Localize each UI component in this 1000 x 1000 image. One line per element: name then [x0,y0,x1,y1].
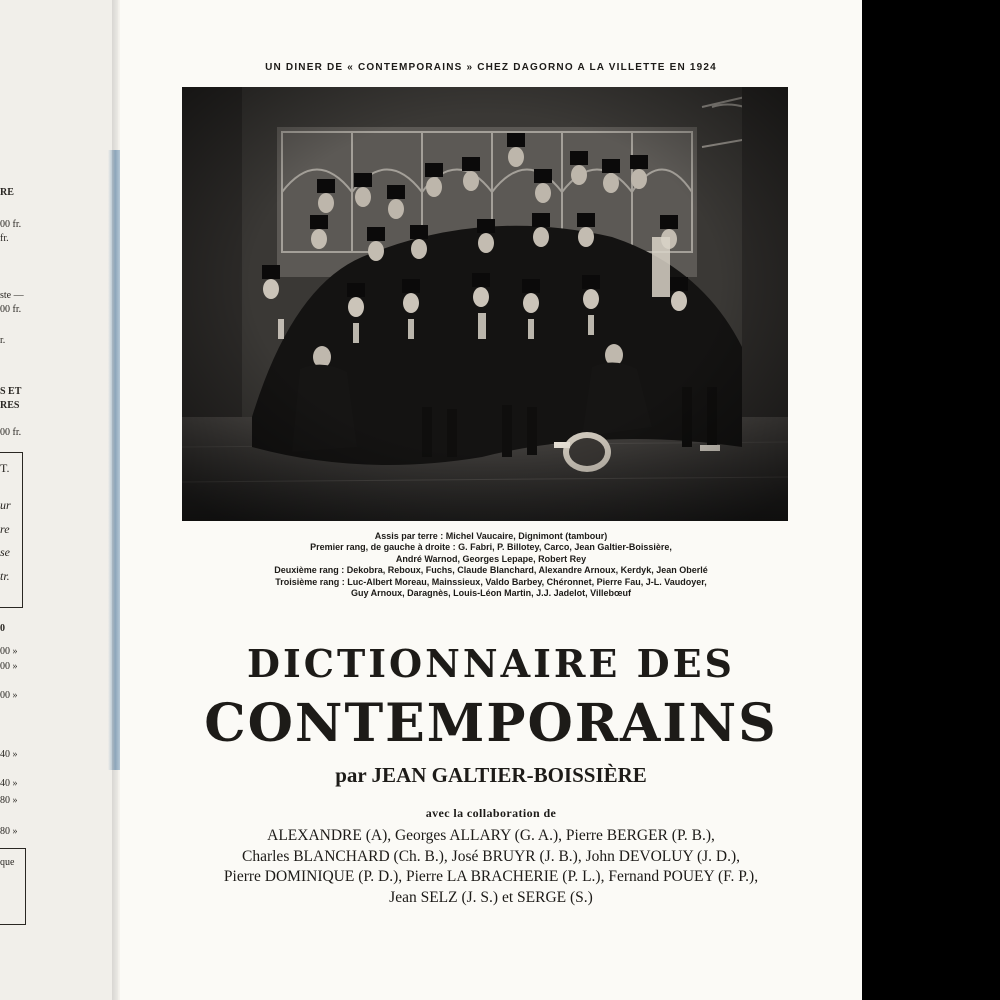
left-page-fragment: 80 » [0,795,18,806]
left-page-fragment: ste — [0,290,24,301]
credit-line: André Warnod, Georges Lepape, Robert Rey [395,553,587,564]
collaborators-line: ALEXANDRE (A), Georges ALLARY (G. A.), Pierre BERGER (P. B.), [267,827,715,844]
scan-background-black [862,0,1000,1000]
left-page-fragment: 40 » [0,749,18,760]
collaboration-intro: avec la collaboration de [425,806,557,820]
photo-credits [120,531,862,599]
left-page-fragment: 00 » [0,690,18,701]
left-page-fragment: 40 » [0,778,18,789]
left-page-fragment: RES [0,400,20,411]
author-byline: par JEAN GALTIER-BOISSIÈRE [335,763,647,787]
credit-line: Deuxième rang : Dekobra, Reboux, Fuchs, Claude Blanchard, Alexandre Arnoux, Kerdyk, Jean Oberlé [274,565,708,576]
photograph-illustration [182,87,788,521]
left-page-fragment: ur [0,498,11,512]
title-line-1: DICTIONNAIRE DES [247,641,735,686]
left-page-fragment: 00 fr. [0,427,22,438]
left-page-fragment: 00 » [0,646,18,657]
main-page [120,0,862,1000]
left-page-fragment: 00 » [0,661,18,672]
left-page-fragment: 80 » [0,826,18,837]
page-gutter-shadow [112,0,120,1000]
left-page-fragment: S ET [0,386,22,397]
left-page-fragment: 0 [0,623,5,634]
collaborators-line: Jean SELZ (J. S.) et SERGE (S.) [389,888,593,906]
left-page-fragment: se [0,545,10,559]
left-page-fragment: tr. [0,569,10,583]
collaborators-line: Pierre DOMINIQUE (P. D.), Pierre LA BRACHERIE (P. L.), Fernand POUEY (F. P.), [223,868,759,885]
credit-line: Assis par terre : Michel Vaucaire, Dignimont (tambour) [374,531,608,541]
collaborators-list [120,826,862,908]
photo-header-caption: UN DINER DE « CONTEMPORAINS » CHEZ DAGORNO A LA VILLETTE EN 1924 [265,62,717,73]
left-page-fragment: fr. [0,233,9,244]
credit-line: Guy Arnoux, Daragnès, Louis-Léon Martin, J.J. Jadelot, Villebœuf [350,588,632,599]
left-page-fragment: T. [0,461,10,475]
left-page-fragment: RE [0,187,14,198]
left-page-fragment: r. [0,335,6,346]
left-page-fragment: re [0,522,10,536]
left-page-fragment: 00 fr. [0,304,22,315]
left-page-fragment: que [0,857,15,868]
group-photograph [182,87,788,521]
title-line-2: CONTEMPORAINS [204,693,778,754]
left-page-strip [0,0,118,1000]
left-page-fragment: 00 fr. [0,219,22,230]
credit-line: Premier rang, de gauche à droite : G. Fabri, P. Billotey, Carco, Jean Galtier-Boissière, [310,542,672,553]
credit-line: Troisième rang : Luc-Albert Moreau, Mainssieux, Valdo Barbey, Chéronnet, Pierre Fau, J-L. Vaudoyer, [275,576,707,587]
collaborators-line: Charles BLANCHARD (Ch. B.), José BRUYR (J. B.), John DEVOLUY (J. D.), [242,847,740,865]
